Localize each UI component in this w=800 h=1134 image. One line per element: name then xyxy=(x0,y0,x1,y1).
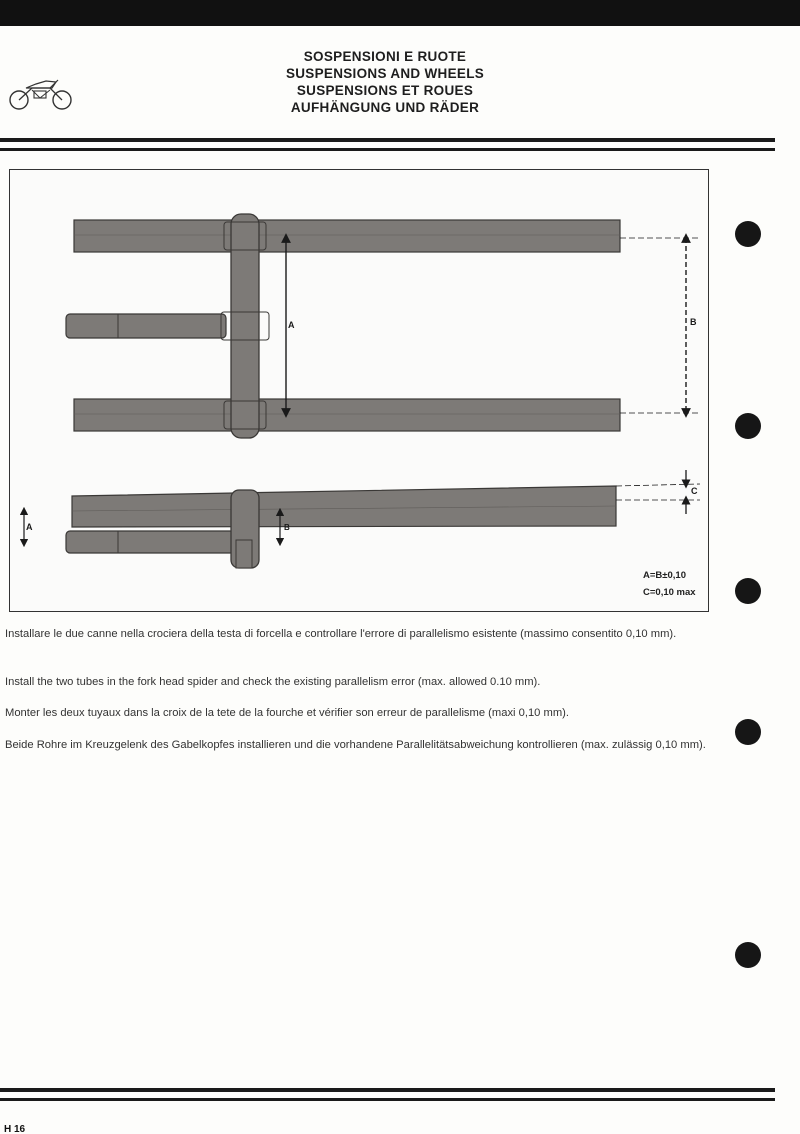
instruction-italian: Installare le due canne nella crociera della testa di forcella e controllare l'errore di parallelismo esistente (massimo consentito 0,10 mm). xyxy=(5,628,677,640)
binder-hole xyxy=(735,719,761,745)
instruction-german: Beide Rohre im Kreuzgelenk des Gabelkopfes installieren und die vorhandene Parallelitätsabweichung kontrollieren (max. zulässig 0,10 mm). xyxy=(5,739,706,751)
label-b-side: B xyxy=(284,523,290,532)
side-steering-stem xyxy=(66,531,234,553)
binder-hole xyxy=(735,942,761,968)
fork-parallelism-diagram xyxy=(9,169,709,612)
fork-head-spider xyxy=(231,214,259,438)
header-rule-top xyxy=(0,138,775,142)
title-english: SUSPENSIONS AND WHEELS xyxy=(285,66,485,81)
title-german: AUFHÄNGUNG UND RÄDER xyxy=(290,100,480,115)
label-b: B xyxy=(690,317,697,327)
side-view xyxy=(24,470,700,568)
motorcycle-icon xyxy=(6,76,74,112)
title-french: SUSPENSIONS ET ROUES xyxy=(296,83,474,98)
top-view xyxy=(66,214,700,438)
footer-rule-top xyxy=(0,1088,775,1092)
footer-rule-bottom xyxy=(0,1098,775,1101)
tolerance-a-b: A=B±0,10 xyxy=(643,570,686,581)
binder-hole xyxy=(735,413,761,439)
steering-stem xyxy=(66,314,226,338)
top-border-bar xyxy=(0,0,800,26)
title-italian: SOSPENSIONI E RUOTE xyxy=(303,49,467,64)
binder-hole xyxy=(735,578,761,604)
instruction-english: Install the two tubes in the fork head spider and check the existing parallelism error (max. allowed 0.10 mm). xyxy=(5,676,541,688)
upper-fork-tube xyxy=(74,220,620,252)
tolerance-c: C=0,10 max xyxy=(643,587,696,598)
section-titles xyxy=(215,48,555,116)
page-number: H 16 xyxy=(4,1124,26,1134)
header-rule-bottom xyxy=(0,148,775,151)
diagram-drawing xyxy=(10,170,710,613)
instruction-french: Monter les deux tuyaux dans la croix de la tete de la fourche et vérifier son erreur de parallelisme (maxi 0,10 mm). xyxy=(5,707,569,719)
label-a: A xyxy=(288,320,295,330)
lower-fork-tube xyxy=(74,399,620,431)
binder-hole xyxy=(735,221,761,247)
label-c: C xyxy=(691,486,698,496)
label-a-side: A xyxy=(26,522,33,532)
